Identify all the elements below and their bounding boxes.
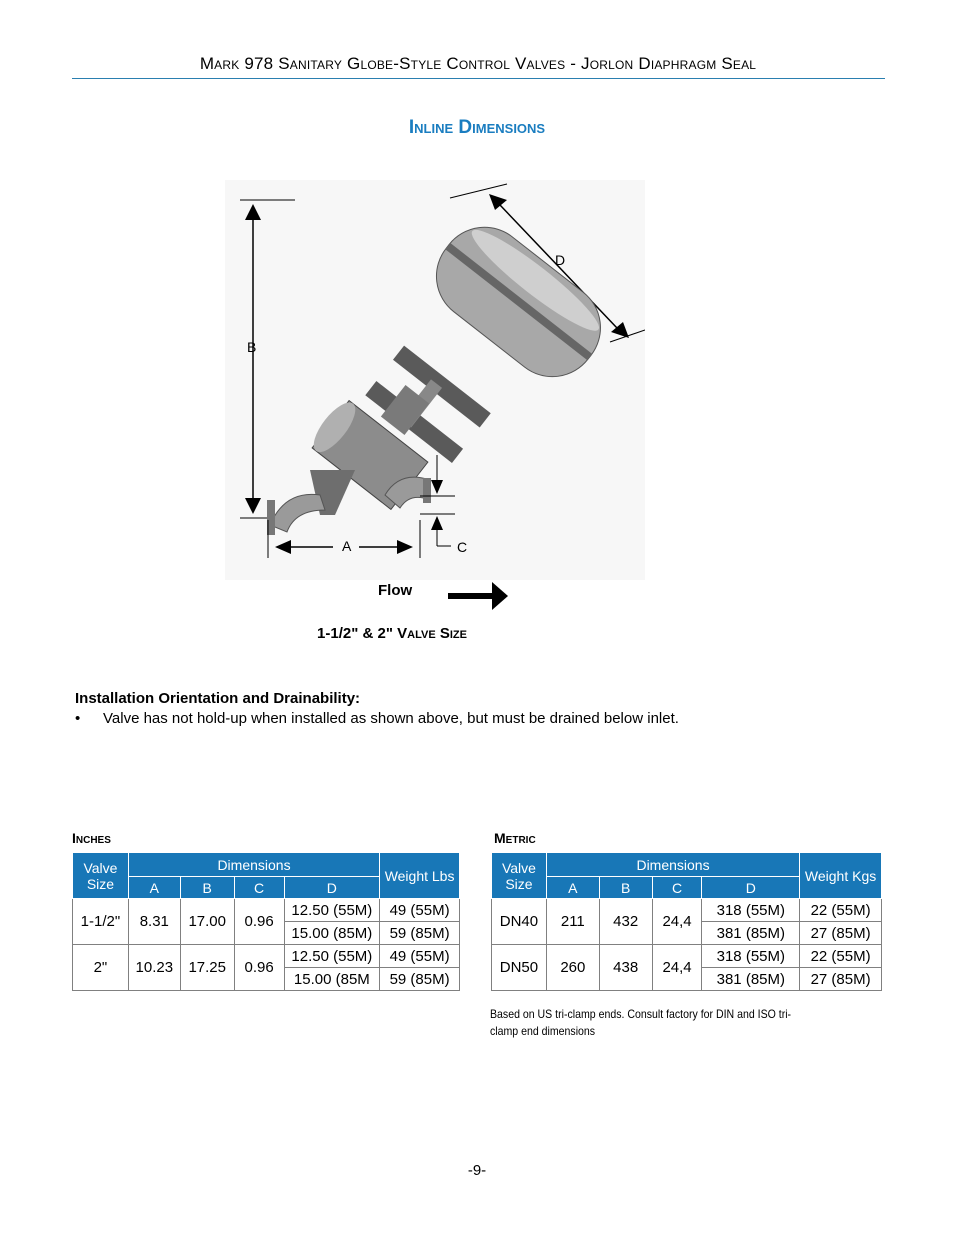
table-row: DN50 260 438 24,4 318 (55M) 22 (55M) xyxy=(492,945,882,968)
label-a: A xyxy=(342,538,352,554)
metric-table-label: Metric xyxy=(494,830,536,846)
col-b: B xyxy=(599,877,652,899)
flow-arrow-icon xyxy=(448,580,510,617)
section-title: Inline Dimensions xyxy=(408,117,546,138)
metric-table xyxy=(491,852,882,991)
col-dimensions: Dimensions xyxy=(128,853,379,877)
flow-label: Flow xyxy=(378,582,413,599)
col-b: B xyxy=(180,877,234,899)
col-a: A xyxy=(128,877,180,899)
installation-text: Valve has not hold-up when installed as shown above, but must be drained below inlet. xyxy=(103,710,679,727)
col-weight: Weight Kgs xyxy=(800,853,882,899)
col-c: C xyxy=(652,877,702,899)
installation-bullet xyxy=(75,710,679,727)
col-valve-size: Valve Size xyxy=(73,853,129,899)
table-row: 381 (85M) 27 (85M) xyxy=(492,922,882,945)
inches-table xyxy=(72,852,460,991)
table-row: DN40 211 432 24,4 318 (55M) 22 (55M) xyxy=(492,899,882,922)
inches-table-label: Inches xyxy=(72,830,111,846)
label-d: D xyxy=(555,252,566,268)
page-number: -9- xyxy=(467,1162,487,1179)
table-row: 15.00 (85M) 59 (85M) xyxy=(73,922,460,945)
label-b: B xyxy=(247,339,257,355)
col-c: C xyxy=(234,877,284,899)
col-valve-size: Valve Size xyxy=(492,853,547,899)
header-divider xyxy=(72,78,885,79)
bullet-icon: • xyxy=(75,710,81,727)
table-row: 1-1/2" 8.31 17.00 0.96 12.50 (55M) 49 (55M) xyxy=(73,899,460,922)
table-row: 15.00 (85M 59 (85M) xyxy=(73,968,460,991)
col-dimensions: Dimensions xyxy=(546,853,799,877)
col-d: D xyxy=(702,877,800,899)
col-d: D xyxy=(284,877,380,899)
label-c: C xyxy=(457,539,468,555)
table-row: 2" 10.23 17.25 0.96 12.50 (55M) 49 (55M) xyxy=(73,945,460,968)
col-weight: Weight Lbs xyxy=(380,853,460,899)
header-title: Mark 978 Sanitary Globe-Style Control Valves - Jorlon Diaphragm Seal xyxy=(199,54,757,73)
figure-caption: 1-1/2" & 2" Valve Size xyxy=(317,625,467,642)
table-row: 381 (85M) 27 (85M) xyxy=(492,968,882,991)
installation-heading: Installation Orientation and Drainability: xyxy=(75,690,361,707)
footnote: Based on US tri-clamp ends. Consult factory for DIN and ISO tri-clamp end dimensions xyxy=(490,1007,792,1038)
valve-diagram xyxy=(225,180,645,580)
col-a: A xyxy=(546,877,599,899)
